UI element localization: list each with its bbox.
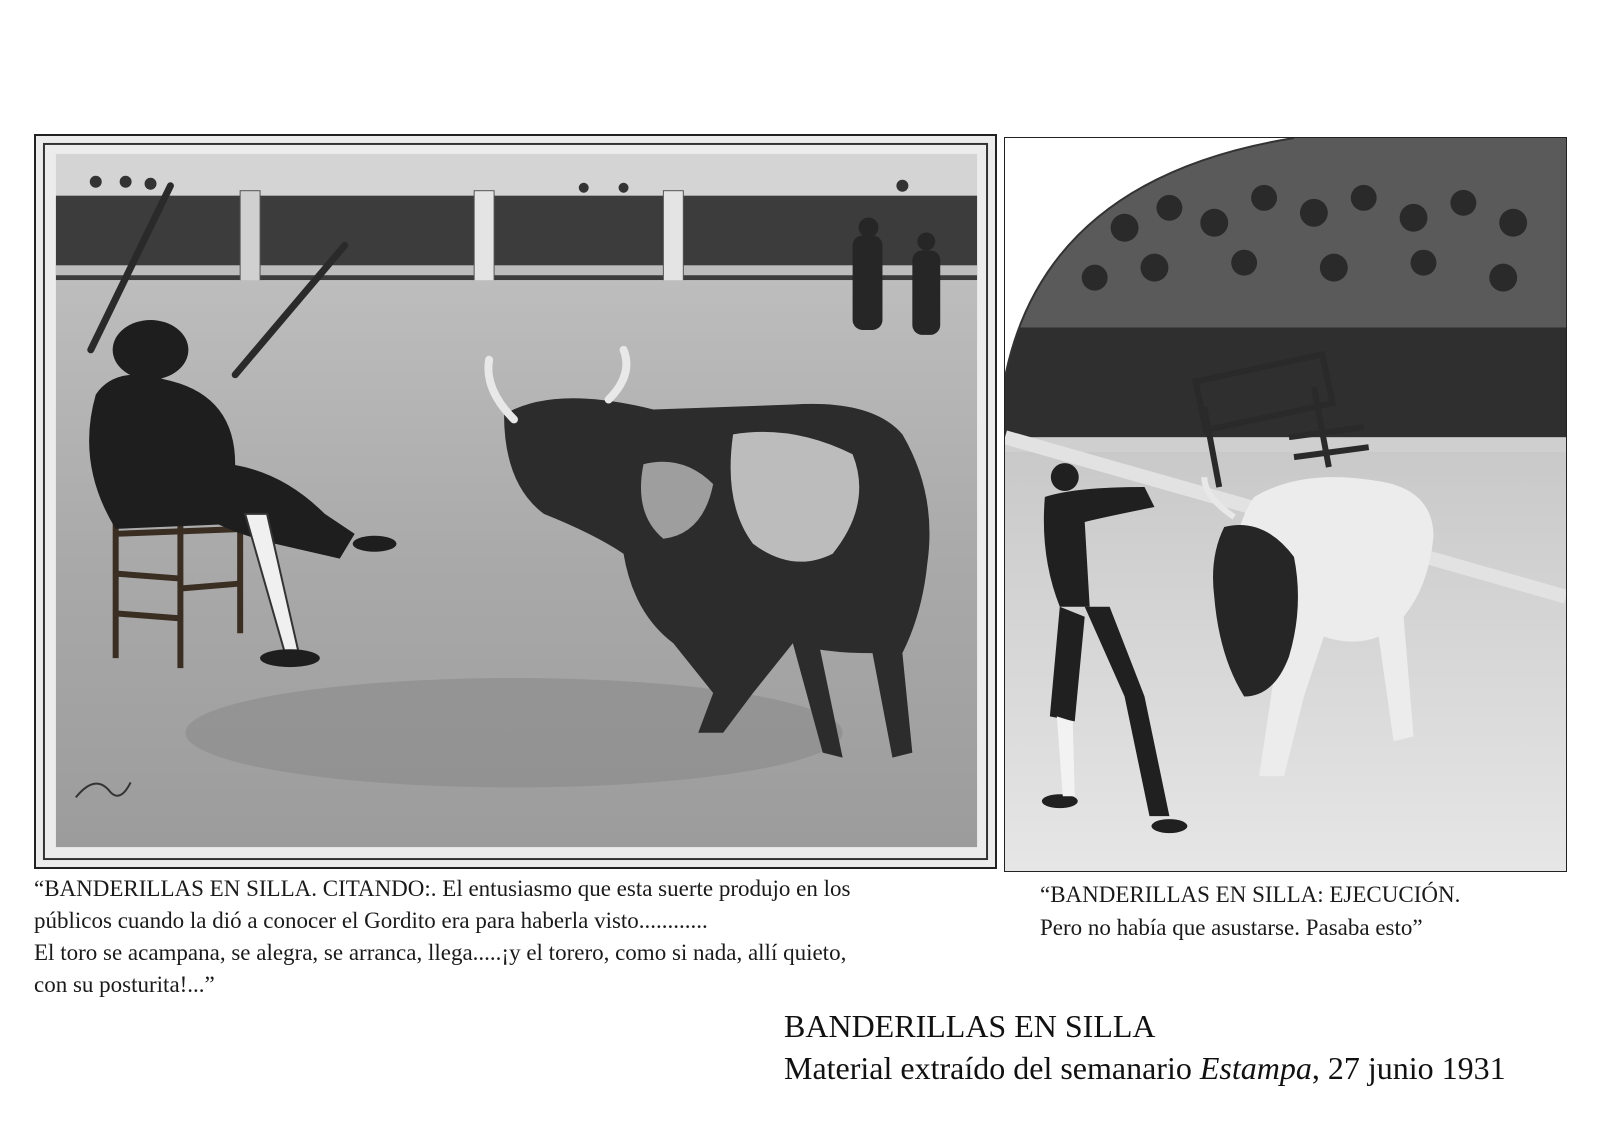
caption-right-line: Pero no había que asustarse. Pasaba esto” <box>1040 915 1423 940</box>
footer-source-prefix: Material extraído del semanario <box>784 1050 1200 1086</box>
caption-right <box>1040 878 1580 944</box>
caption-left-line: con su posturita!...” <box>34 972 215 997</box>
bullfight-chair-drawing <box>36 136 995 867</box>
footer-title: BANDERILLAS EN SILLA <box>784 1008 1156 1044</box>
caption-left-line: El toro se acampana, se alegra, se arranca, llega.....¡y el torero, como si nada, allí quieto, <box>34 940 847 965</box>
footer-publication: Estampa <box>1199 1050 1312 1086</box>
footer-date: , 27 junio 1931 <box>1311 1050 1506 1086</box>
footer-source <box>784 1047 1506 1089</box>
right-photograph <box>1004 137 1567 872</box>
caption-left-line: públicos cuando la dió a conocer el Gordito era para haberla visto............ <box>34 908 708 933</box>
bullfight-execution-photo <box>1005 138 1566 871</box>
left-illustration <box>34 134 997 869</box>
footer-credit <box>784 1005 1506 1089</box>
caption-right-line: “BANDERILLAS EN SILLA: EJECUCIÓN. <box>1040 882 1461 907</box>
caption-left <box>34 873 994 1001</box>
caption-left-line: “BANDERILLAS EN SILLA. CITANDO:. El entusiasmo que esta suerte produjo en los <box>34 876 851 901</box>
